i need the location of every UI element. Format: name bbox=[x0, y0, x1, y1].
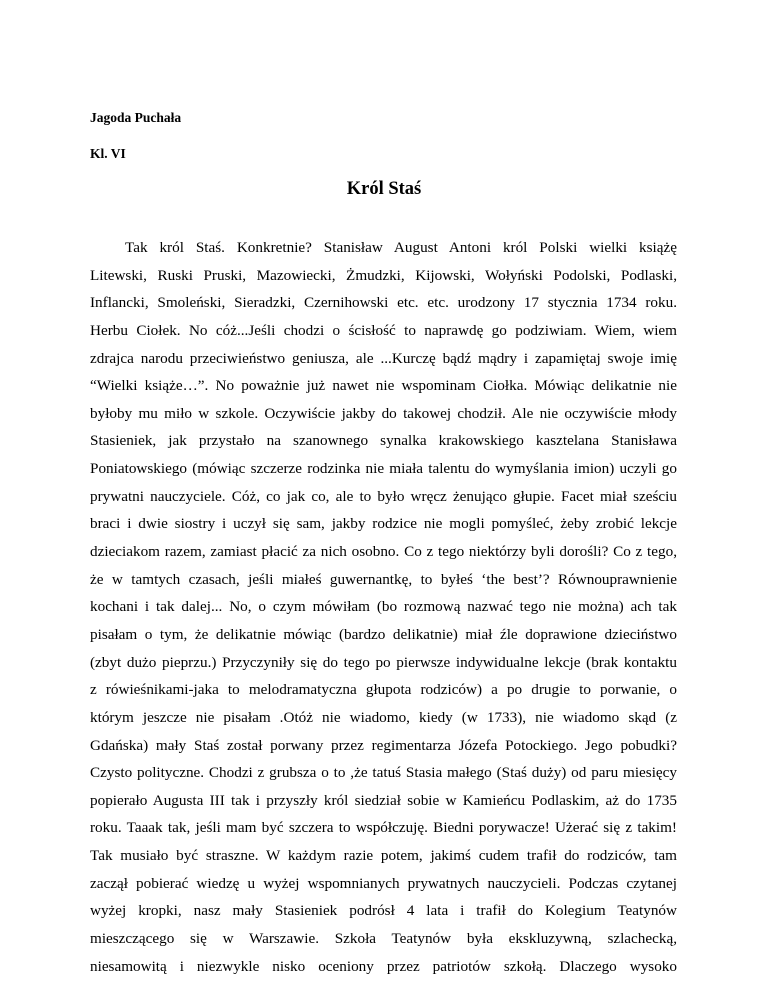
text-line: którym jeszcze nie pisałam .Otóż nie wiadomo, kiedy (w 1733), nie wiadomo skąd (z bbox=[90, 708, 677, 726]
text-line: Stasieniek, jak przystało na szanownego synalka krakowskiego kasztelana Stanisława bbox=[90, 432, 677, 450]
text-line: z rówieśnikami-jaka to melodramatyczna głupota rodziców) a po drugie to porwanie, o bbox=[90, 681, 677, 699]
text-line: mieszczącego się w Warszawie. Szkoła Teatynów była ekskluzywną, szlachecką, bbox=[90, 930, 677, 948]
document-title: Król Staś bbox=[346, 179, 422, 199]
text-line: zdrajca narodu przeciwieństwo geniusza, ale ...Kurczę bądź mądry i zapamiętaj swoje imię bbox=[90, 349, 677, 367]
text-line: braci i dwie siostry i uczył się sam, jakby rodzice nie mogli pomyśleć, żeby zrobić lekcje bbox=[90, 515, 677, 533]
text-line: popierało Augusta III tak i przyszły król siedział sobie w Kamieńcu Podlaskim, aż do 1735 bbox=[90, 791, 677, 809]
text-line: “Wielki książe…”. No poważnie już nawet nie wspominam Ciołka. Mówiąc delikatnie nie bbox=[90, 377, 677, 395]
text-line: Tak król Staś. Konkretnie? Stanisław August Antoni król Polski wielki książę bbox=[125, 239, 677, 256]
text-line: Tak musiało być straszne. W każdym razie potem, jakimś cudem trafił do rodziców, tam bbox=[90, 847, 677, 865]
text-line: roku. Taaak tak, jeśli mam być szczera to współczuję. Biedni porywacze! Użerać się z takim! bbox=[90, 819, 677, 837]
text-line: prywatni nauczyciele. Cóż, co jak co, ale to było wręcz żenująco głupie. Facet miał sześciu bbox=[90, 487, 677, 505]
text-line: niesamowitą i niezwykle nisko oceniony przez patriotów szkołą. Dlaczego wysoko bbox=[90, 957, 677, 975]
text-line: dzieciakom razem, zamiast płacić za nich osobno. Co z tego niektórzy byli dorośli? Co z tego, bbox=[90, 543, 677, 561]
text-line: Herbu Ciołek. No cóż...Jeśli chodzi o ścisłość to naprawdę go podziwiam. Wiem, wiem bbox=[90, 321, 677, 339]
class-label: Kl. VI bbox=[90, 146, 126, 161]
text-line: że w tamtych czasach, jeśli miałeś guwernantkę, to byłeś ‘the best’? Równouprawnienie bbox=[90, 570, 677, 588]
text-line: Gdańska) mały Staś został porwany przez regimentarza Józefa Potockiego. Jego pobudki? bbox=[90, 736, 677, 754]
text-line: pisałam o tym, że delikatnie mówiąc (bardzo delikatnie) miał źle doprawione dzieciństwo bbox=[90, 625, 677, 643]
author-name: Jagoda Puchała bbox=[90, 110, 182, 125]
text-line: Poniatowskiego (mówiąc szczerze rodzinka nie miała talentu do wymyślania imion) uczyli go bbox=[90, 460, 677, 478]
text-line: Inflancki, Smoleński, Sieradzki, Czernihowski etc. etc. urodzony 17 stycznia 1734 roku. bbox=[90, 294, 677, 312]
body-paragraph bbox=[90, 234, 677, 980]
text-line: Litewski, Ruski Pruski, Mazowiecki, Żmudzki, Kijowski, Wołyński Podolski, Podlaski, bbox=[90, 266, 677, 284]
text-line: Czysto polityczne. Chodzi z grubsza o to ,że tatuś Stasia małego (Staś duży) od paru miesięcy bbox=[90, 764, 677, 782]
text-line: wyżej kropki, nasz mały Stasieniek podrósł 4 lata i trafił do Kolegium Teatynów bbox=[90, 902, 677, 920]
text-line: (zbyt dużo pieprzu.) Przyczyniły się do tego po pierwsze indywidualne lekcje (brak kontaktu bbox=[90, 653, 677, 671]
text-line: kochani i tak dalej... No, o czym mówiłam (bo rozmową nazwać tego nie można) ach tak bbox=[90, 598, 677, 616]
text-line: byłoby mu miło w szkole. Oczywiście jakby do takowej chodził. Ale nie oczywiście młody bbox=[90, 404, 677, 422]
text-line: zaczął pobierać wiedzę u wyżej wspomnianych prywatnych nauczycieli. Podczas czytanej bbox=[90, 874, 677, 892]
